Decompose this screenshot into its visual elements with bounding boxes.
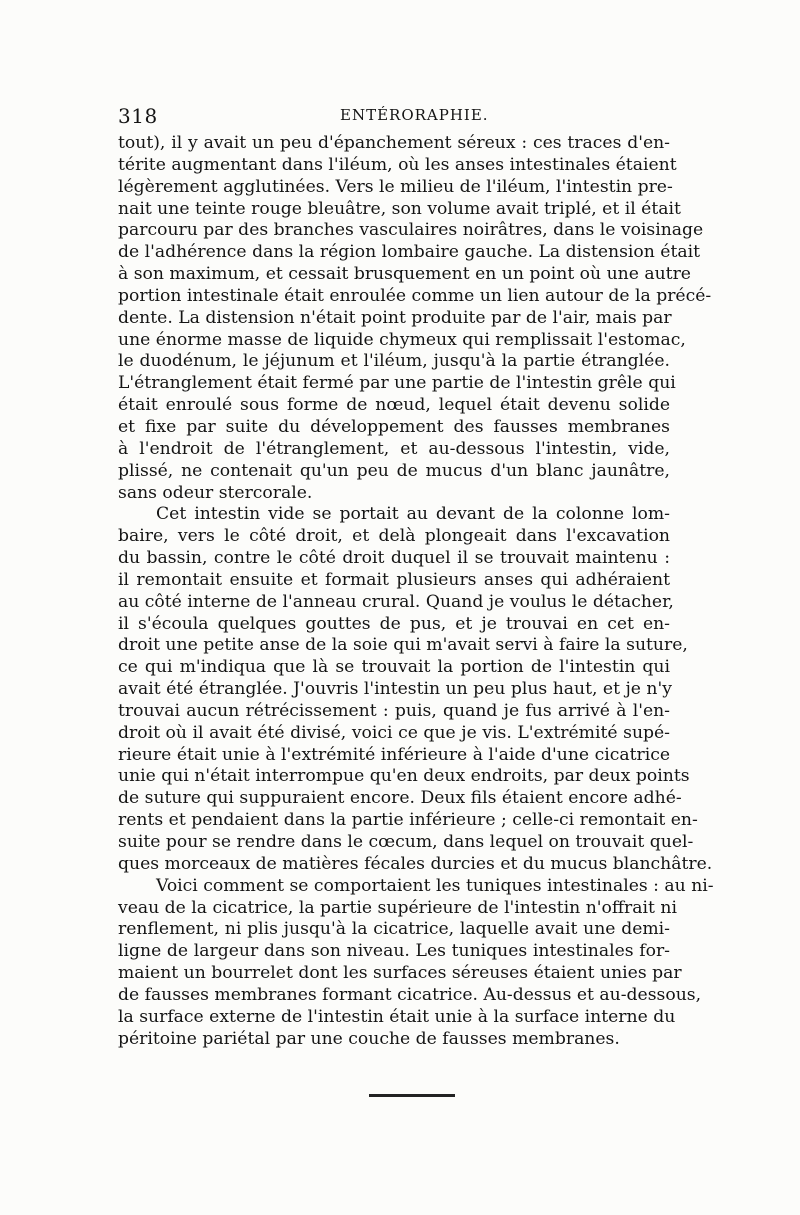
end-rule [369, 1094, 455, 1097]
text-line: la surface externe de l'intestin était unie à la surface interne du [118, 1006, 676, 1027]
page-number: 318 [118, 104, 158, 128]
text-line: maient un bourrelet dont les surfaces séreuses étaient unies par [118, 963, 682, 984]
text-line: il remontait ensuite et formait plusieurs anses qui adhéraient [118, 569, 670, 590]
paragraph [118, 504, 713, 875]
text-line: droit une petite anse de la soie qui m'avait servi à faire la suture, [118, 635, 688, 656]
text-line: avait été étranglée. J'ouvris l'intestin un peu plus haut, et je n'y [118, 679, 672, 700]
text-line: ques morceaux de matières fécales durcies et du mucus blanchâtre. [118, 853, 713, 874]
text-line: une énorme masse de liquide chymeux qui remplissait l'estomac, [118, 329, 686, 350]
text-line: de fausses membranes formant cicatrice. Au-dessus et au-dessous, [118, 984, 702, 1005]
text-line: dente. La distension n'était point produite par de l'air, mais par [118, 307, 672, 328]
text-line: ce qui m'indiqua que là se trouvait la portion de l'intestin qui [118, 657, 670, 678]
text-line: unie qui n'était interrompue qu'en deux endroits, par deux points [118, 766, 690, 787]
text-line: rents et pendaient dans la partie inférieure ; celle-ci remontait en- [118, 810, 698, 831]
text-line: parcouru par des branches vasculaires noirâtres, dans le voisinage [118, 220, 704, 241]
text-line: au côté interne de l'anneau crural. Quand je voulus le détacher, [118, 591, 674, 612]
text-line: il s'écoula quelques gouttes de pus, et je trouvai en cet en- [118, 613, 670, 634]
text-line: L'étranglement était fermé par une partie de l'intestin grêle qui [118, 373, 676, 394]
text-line: à son maximum, et cessait brusquement en un point où une autre [118, 264, 691, 285]
running-head [118, 104, 670, 128]
text-line: péritoine pariétal par une couche de fausses membranes. [118, 1028, 620, 1049]
text-line: renflement, ni plis jusqu'à la cicatrice, laquelle avait une demi- [118, 919, 670, 940]
text-line: rieure était unie à l'extrémité inférieure à l'aide d'une cicatrice [118, 744, 670, 765]
text-line: le duodénum, le jéjunum et l'iléum, jusqu'à la partie étranglée. [118, 351, 670, 372]
text-line: et fixe par suite du développement des fausses membranes [118, 416, 670, 437]
text-line: suite pour se rendre dans le cœcum, dans lequel on trouvait quel- [118, 832, 694, 852]
text-line: nait une teinte rouge bleuâtre, son volume avait triplé, et il était [118, 198, 681, 219]
body-text [118, 133, 714, 1050]
text-line: Cet intestin vide se portait au devant de la colonne lom- [156, 504, 670, 525]
text-line: tout), il y avait un peu d'épanchement séreux : ces traces d'en- [118, 133, 670, 153]
text-line: droit où il avait été divisé, voici ce que je vis. L'extrémité supé- [118, 722, 670, 743]
text-line: de suture qui suppuraient encore. Deux fils étaient encore adhé- [118, 788, 682, 809]
text-line: baire, vers le côté droit, et delà plongeait dans l'excavation [118, 526, 670, 547]
text-line: Voici comment se comportaient les tuniques intestinales : au ni- [156, 875, 714, 896]
text-line: ligne de largeur dans son niveau. Les tuniques intestinales for- [118, 941, 670, 962]
text-line: sans odeur stercorale. [118, 482, 313, 503]
text-line: veau de la cicatrice, la partie supérieure de l'intestin n'offrait ni [118, 897, 677, 918]
paragraph [118, 133, 712, 504]
text-line: plissé, ne contenait qu'un peu de mucus d'un blanc jaunâtre, [118, 460, 670, 481]
paragraph [118, 875, 714, 1051]
text-line: était enroulé sous forme de nœud, lequel était devenu solide [118, 395, 670, 416]
text-line: térite augmentant dans l'iléum, où les anses intestinales étaient [118, 154, 677, 175]
text-line: trouvai aucun rétrécissement : puis, quand je fus arrivé à l'en- [118, 700, 670, 721]
text-line: légèrement agglutinées. Vers le milieu de l'iléum, l'intestin pre- [118, 176, 673, 197]
text-line: à l'endroit de l'étranglement, et au-dessous l'intestin, vide, [118, 438, 670, 459]
text-line: du bassin, contre le côté droit duquel il se trouvait maintenu : [118, 548, 670, 569]
running-title: ENTÉRORAPHIE. [340, 106, 489, 124]
text-line: portion intestinale était enroulée comme un lien autour de la précé- [118, 285, 712, 306]
text-line: de l'adhérence dans la région lombaire gauche. La distension était [118, 242, 701, 263]
